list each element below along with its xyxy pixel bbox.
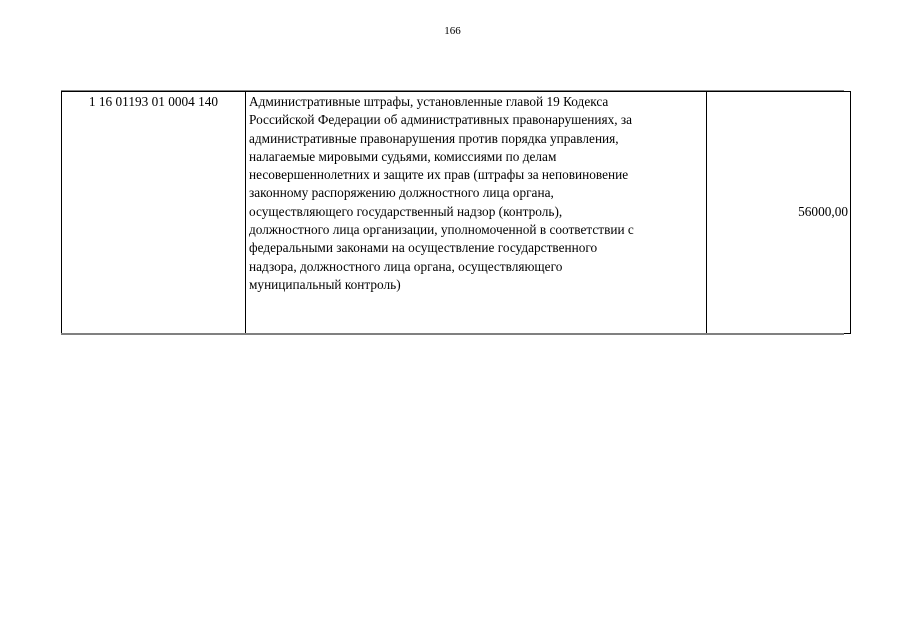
description-line: налагаемые мировыми судьями, комиссиями по делам <box>249 148 557 164</box>
description-line: Российской Федерации об административных правонарушениях, за <box>249 112 633 128</box>
description-line: несовершеннолетних и защите их прав (штрафы за неповиновение <box>249 167 629 183</box>
amount-value: 56000,00 <box>707 92 851 334</box>
description-line: федеральными законами на осуществление государственного <box>249 240 598 256</box>
description-line: надзора, должностного лица органа, осуществляющего <box>249 258 563 274</box>
description-line: осуществляющего государственный надзор (контроль), <box>249 203 563 219</box>
table-bottom-border <box>61 333 844 335</box>
revenue-description <box>246 92 707 334</box>
page-number: 166 <box>444 25 461 37</box>
description-line: должностного лица организации, уполномоченной в соответствии с <box>249 222 634 238</box>
description-line: муниципальный контроль) <box>249 276 401 292</box>
table-row <box>62 92 851 334</box>
budget-classification-code: 1 16 01193 01 0004 140 <box>62 92 246 334</box>
description-line: административные правонарушения против порядка управления, <box>249 130 619 146</box>
description-line: законному распоряжению должностного лица органа, <box>249 185 554 201</box>
description-line: Административные штрафы, установленные главой 19 Кодекса <box>249 94 609 109</box>
budget-revenue-table <box>61 91 851 334</box>
